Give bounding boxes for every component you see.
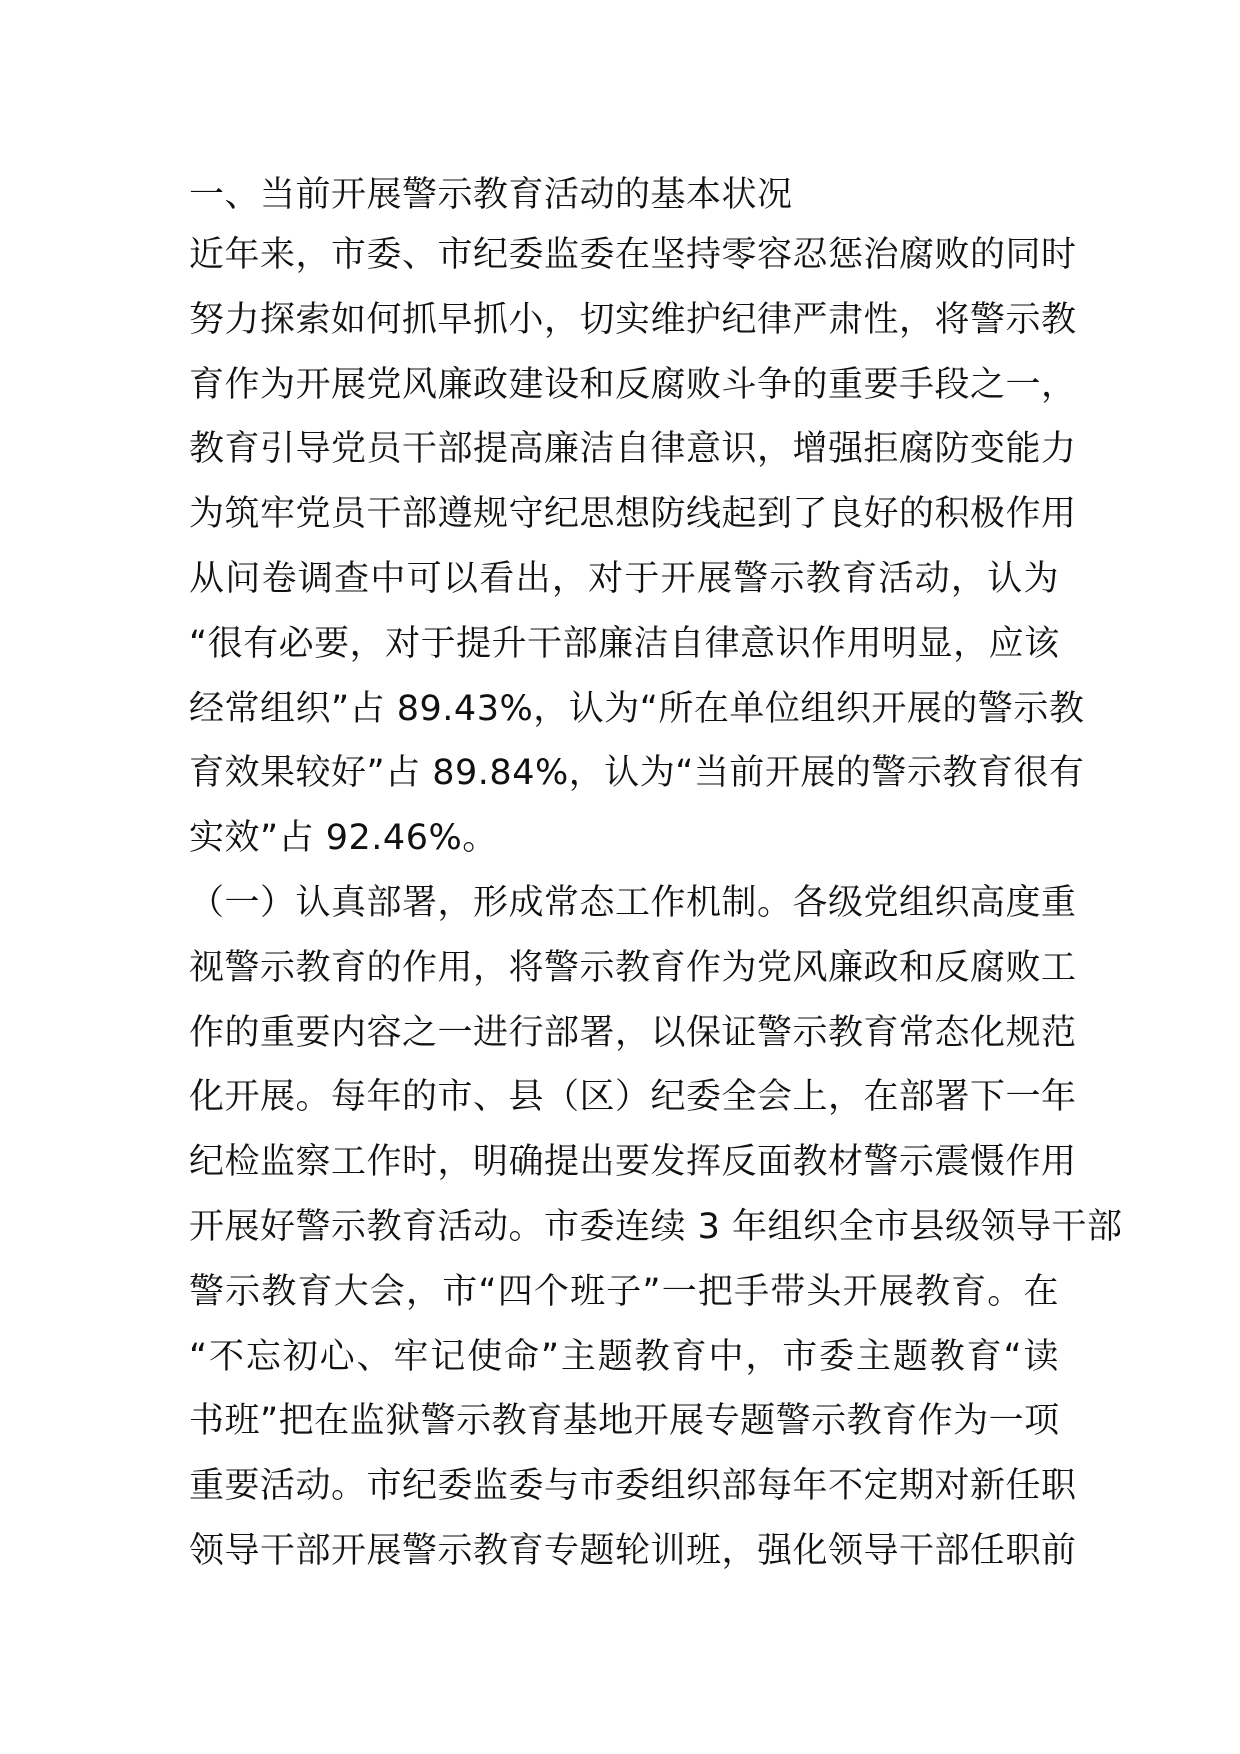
text-line: 领导干部开展警示教育专题轮训班，强化领导干部任职前 [189,1530,1077,1571]
text-line: 作的重要内容之一进行部署，以保证警示教育常态化规范 [189,1012,1077,1053]
text-line: 化开展。每年的市、县（区）纪委全会上，在部署下一年 [189,1077,1077,1118]
text-line: 开展好警示教育活动。市委连续 3 年组织全市县级领导干部 [189,1206,1123,1247]
text-line: 教育引导党员干部提高廉洁自律意识，增强拒腐防变能力 [189,429,1077,470]
text-line: 书班”把在监狱警示教育基地开展专题警示教育作为一项 [189,1401,1060,1442]
text-line: 从问卷调查中可以看出，对于开展警示教育活动，认为 [189,558,1059,599]
text-line: 为筑牢党员干部遵规守纪思想防线起到了良好的积极作用 [189,494,1077,535]
text-line: “很有必要，对于提升干部廉洁自律意识作用明显，应该 [189,623,1060,664]
text-line: 近年来，市委、市纪委监委在坚持零容忍惩治腐败的同时 [189,235,1077,275]
text-line: 视警示教育的作用，将警示教育作为党风廉政和反腐败工 [189,947,1077,988]
text-line: （一）认真部署，形成常态工作机制。各级党组织高度重 [189,882,1077,923]
text-line: 育作为开展党风廉政建设和反腐败斗争的重要手段之一， [189,364,1077,405]
text-line: 实效”占 92.46%。 [189,818,498,859]
text-line: 警示教育大会，市“四个班子”一把手带头开展教育。在 [189,1271,1059,1312]
text-line: “不忘初心、牢记使命”主题教育中，市委主题教育“读 [189,1336,1059,1377]
text-line: 努力探索如何抓早抓小，切实维护纪律严肃性，将警示教 [189,299,1077,340]
text-line: 经常组织”占 89.43%，认为“所在单位组织开展的警示教 [189,688,1085,729]
text-line: 纪检监察工作时，明确提出要发挥反面教材警示震慑作用 [189,1142,1077,1183]
text-line: 重要活动。市纪委监委与市委组织部每年不定期对新任职 [189,1466,1077,1507]
document-body [189,168,1123,1584]
section-heading: 一、当前开展警示教育活动的基本状况 [189,175,793,215]
text-line: 育效果较好”占 89.84%，认为“当前开展的警示教育很有 [189,753,1085,794]
